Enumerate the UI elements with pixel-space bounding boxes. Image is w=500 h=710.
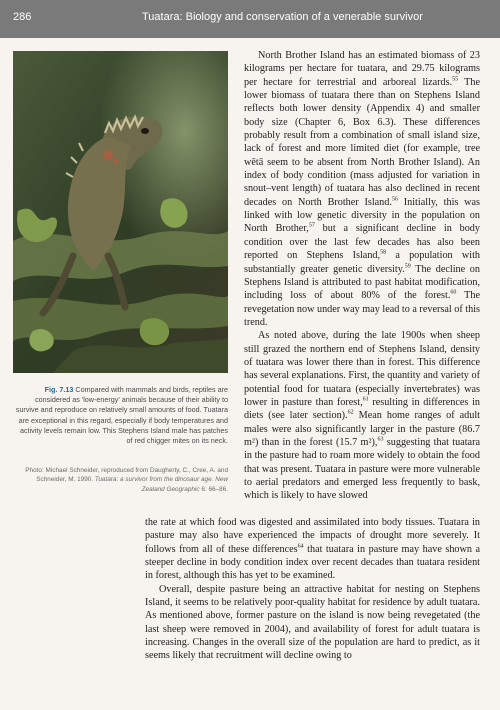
- paragraph-2-text-1: As noted above, during the late 1900s when sheep still grazed the northern end of Stephens Island, density of tuatara was lower there than in forest. This difference has several explanations. First, the quantity and variety of potential food for tuatara (especially invertebrates) was lower in pasture than forest,: [244, 330, 480, 408]
- photo-credit-suffix: 6: 66–86.: [199, 485, 228, 493]
- footnote-ref: 56: [391, 196, 398, 203]
- figure-label: Fig. 7.13: [44, 385, 74, 394]
- photo-credit-prefix: Photo: Michael Schneider, reproduced from Daugherty, C., Cree, A. and Schneider, M. 1990.: [25, 467, 228, 484]
- footnote-ref: 61: [362, 396, 369, 403]
- footnote-ref: 64: [297, 543, 304, 550]
- figure-caption: [13, 385, 228, 446]
- paragraph-1-text-5: a population with substantially greater genetic diversity.: [244, 250, 480, 275]
- footnote-ref: 58: [380, 249, 387, 256]
- running-title: Tuatara: Biology and conservation of a venerable survivor: [142, 11, 423, 23]
- figure-caption-text: Compared with mammals and birds, reptiles are considered as 'low-energy' animals because of their ability to survive and reproduce on relatively small amounts of food. Tuatara are exceptional in this regard, especially if body temperatures and activity levels remain low. This Stephens Island male has patches of red chigger mites on its neck.: [15, 385, 228, 446]
- paragraph-1-text-1: North Brother Island has an estimated biomass of 23 kilograms per hectare for tuatara, and 29.75 kilograms per hectare for terrestrial and arboreal lizards.: [244, 50, 480, 88]
- footnote-ref: 63: [377, 436, 384, 443]
- paragraph-1-text-7: The revegetation now under way may lead to a reversal of this trend.: [244, 290, 481, 328]
- paragraph-2-text-5: the rate at which food was digested and assimilated into body tissues. Tuatara in pasture may also have experienced the impacts of drought more severely. It follows from all of these differences: [145, 517, 480, 555]
- right-column: [244, 49, 480, 503]
- paragraph-1-text-2: The lower biomass of tuatara there than on Stephens Island reflects both lower density (Appendix 4) and smaller body size (Chapter 6, Box 6.3). These differences probably result from a combination of small island size, lack of forest and more limited diet (for example, tree wētā seem to be absent from North Brother Island). An index of body condition (mass adjusted for variation in snout–vent length) of tuatara has also declined in recent decades on North Brother Island.: [244, 76, 480, 208]
- full-width-text: [145, 516, 480, 663]
- paragraph-2-text-3: Mean home ranges of adult males were also significantly larger in the pasture (86.7 m²) than in the forest (15.7 m²),: [244, 410, 480, 448]
- photo-credit: [13, 466, 228, 494]
- page-header: [0, 0, 500, 38]
- paragraph-2: [244, 329, 480, 502]
- paragraph-3: Overall, despite pasture being an attractive habitat for nesting on Stephens Island, it seems to be relatively poor-quality habitat for residence by adult tuatara. As mentioned above, former pasture on the island is now being revegetated (the last sheep were removed in 2004), and availability of forest for adult tuatara is increasing. Changes in the overall size of the population are hard to predict, as it seems likely that recruitment will decline owing to: [145, 583, 480, 662]
- paragraph-2-continued: [145, 516, 480, 583]
- tuatara-photo-illustration: [13, 51, 228, 373]
- page-number: 286: [13, 11, 32, 23]
- footnote-ref: 59: [404, 263, 411, 270]
- paragraph-1: [244, 49, 480, 329]
- paragraph-2-text-6: that tuatara in pasture may have shown a steeper decline in body condition index over recent decades than tuatara resident in forest, although this has yet to be examined.: [145, 543, 480, 582]
- paragraph-2-text-4: suggesting that tuatara in the pasture had to roam more widely to obtain the food that was present. Tuatara in pasture were more vulnerable to aerial predators and emerged less frequently to bask, which is likely to have slowed: [244, 436, 480, 502]
- footnote-ref: 60: [450, 289, 457, 296]
- paragraph-1-text-3: Initially, this was linked with low genetic diversity in the population on North Brother,: [244, 196, 480, 235]
- footnote-ref: 57: [308, 223, 315, 230]
- footnote-ref: 55: [452, 76, 459, 83]
- tuatara-photo: [13, 51, 228, 373]
- paragraph-1-text-6: The decline on Stephens Island is attributed to past habitat modification, including loss of about 80% of the forest.: [244, 263, 480, 302]
- photo-credit-title: Tuatara: a survivor from the dinosaur age. New Zealand Geographic: [94, 476, 228, 493]
- paragraph-1-text-4: but a significant decline in body condition over the last few decades has also been reported on Stephens Island,: [244, 223, 480, 262]
- footnote-ref: 62: [347, 409, 354, 416]
- paragraph-2-text-2: resulting in differences in diets (see later section).: [244, 396, 480, 422]
